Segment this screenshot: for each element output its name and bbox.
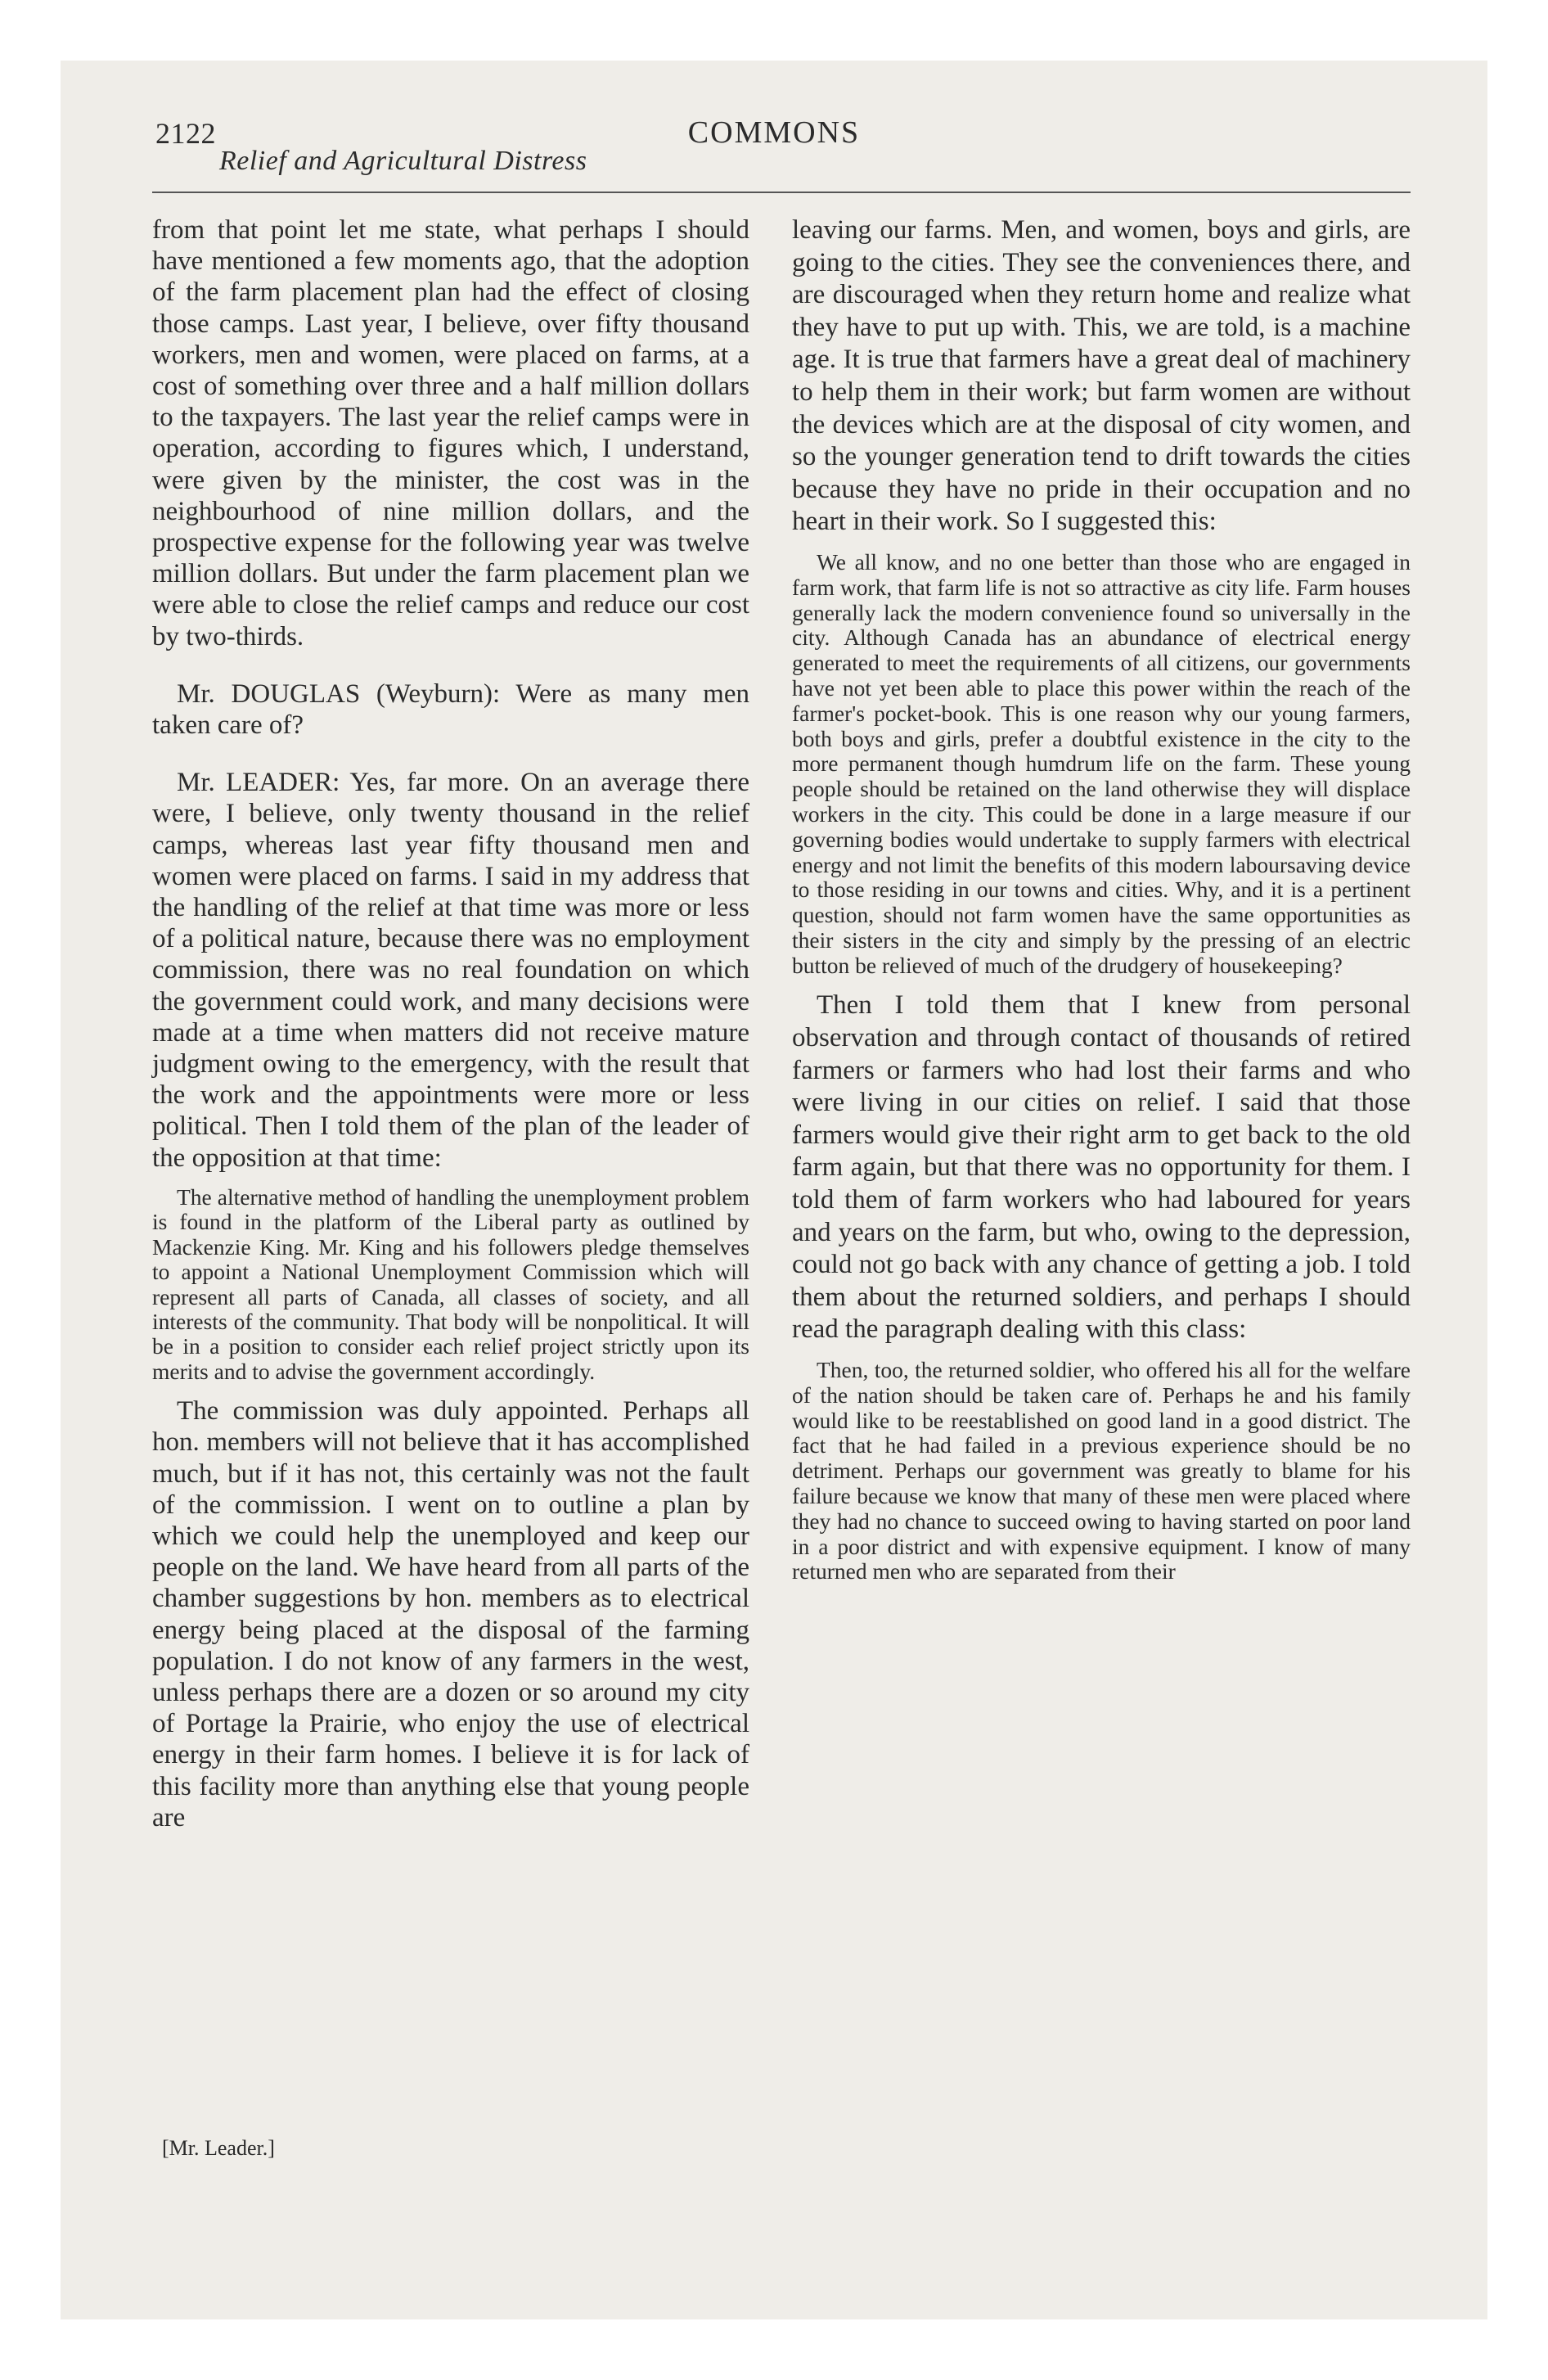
paragraph: from that point let me state, what perhaps I should have mentioned a few moments ago, that the adoption of the farm placement plan had the effect of closing those camps. Last year, I believe, over fifty thousand workers, men and women, were placed on farms, at a cost of something over three and a half million dollars to the taxpayers. The last year the relief camps were in operation, according to figures which, I understand, were given by the minister, the cost was in the neighbourhood of nine million dollars, and the prospective expense for the following year was twelve million dollars. But under the farm placement plan we were able to close the relief camps and reduce our cost by two-thirds. <box>152 215 749 651</box>
block-quote: Then, too, the returned soldier, who offered his all for the welfare of the nation should be taken care of. Perhaps he and his family would like to be reestablished on good land in a good district. The fact that he had failed in a previous experience should be no detriment. Perhaps our government was greatly to blame for his failure because we know that many of these men were placed where they had no chance to succeed owing to having started on poor land in a poor district and with expensive equipment. I know of many returned men who are separated from their <box>792 1357 1411 1584</box>
paragraph: leaving our farms. Men, and women, boys and girls, are going to the cities. They see the conveniences there, and are discouraged when they return home and realize what they have to put up with. This, we are told, is a machine age. It is true that farmers have a great deal of machinery to help them in their work; but farm women are without the devices which are at the disposal of city women, and so the younger generation tend to drift towards the cities because they have no pride in their occupation and no heart in their work. So I suggested this: <box>792 215 1411 537</box>
running-head: COMMONS <box>687 115 861 150</box>
right-column <box>792 214 1411 1596</box>
paragraph-douglas: Mr. DOUGLAS (Weyburn): Were as many men taken care of? <box>152 678 749 741</box>
paragraph: Then I told them that I knew from personal observation and through contact of thousands of retired farmers or farmers who had lost their farms and who were living in our cities on relief. I said that those farmers would give their right arm to get back to the old farm again, but that there was no opportunity for them. I told them of farm workers who had laboured for years and years on the farm, but who, owing to the depression, could not go back with any chance of getting a job. I told them about the returned soldiers, and perhaps I should read the paragraph dealing with this class: <box>792 990 1411 1345</box>
speaker-tag: [Mr. Leader.] <box>162 2136 275 2160</box>
block-quote: The alternative method of handling the unemployment problem is found in the platform of the Liberal party as outlined by Mackenzie King. Mr. King and his followers pledge themselves to appoint a National Unemployment Commission which will represent all parts of Canada, all classes of society, and all interests of the community. That body will be nonpolitical. It will be in a position to consider each relief project strictly upon its merits and to advise the government accordingly. <box>152 1183 749 1384</box>
paragraph-leader: Mr. LEADER: Yes, far more. On an average there were, I believe, only twenty thousand in the relief camps, whereas last year fifty thousand men and women were placed on farms. I said in my address that the handling of the relief at that time was more or less of a political nature, because there was no employment commission, there was no real foundation on which the government could work, and many decisions were made at a time when matters did not receive mature judgment owing to the emergency, with the result that the work and the appointments were more or less political. Then I told them of the plan of the leader of the opposition at that time: <box>152 768 749 1173</box>
paragraph: The commission was duly appointed. Perhaps all hon. members will not believe that it has accomplished much, but if it has not, this certainly was not the fault of the commission. I went on to outline a plan by which we could help the unemployed and keep our people on the land. We have heard from all parts of the chamber suggestions by hon. members as to electrical energy being placed at the disposal of the farming population. I do not know of any farmers in the west, unless perhaps there are a dozen or so around my city of Portage la Prairie, who enjoy the use of electrical energy in their farm homes. I believe it is for lack of this facility more than anything else that young people are <box>152 1396 749 1832</box>
section-title: Relief and Agricultural Distress <box>219 146 587 176</box>
block-quote: We all know, and no one better than those who are engaged in farm work, that farm life is not so attractive as city life. Farm houses generally lack the modern convenience found so universally in the city. Although Canada has an abundance of electrical energy generated to meet the requirements of all citizens, our governments have not yet been able to place this power within the reach of the farmer's pocket-book. This is one reason why our young farmers, both boys and girls, prefer a doubtful existence in the city to the more permanent though humdrum life on the farm. These young people should be retained on the land otherwise they will displace workers in the city. This could be done in a large measure if our governing bodies would undertake to supply farmers with electrical energy and not limit the benefits of this modern laboursaving device to those residing in our towns and cities. Why, and it is a pertinent question, should not farm women have the same opportunities as their sisters in the city and simply by the pressing of an electric button be relieved of much of the drudgery of housekeeping? <box>792 548 1411 978</box>
header-rule <box>152 192 1411 193</box>
left-column <box>152 214 749 1833</box>
page-number: 2122 <box>155 117 216 150</box>
